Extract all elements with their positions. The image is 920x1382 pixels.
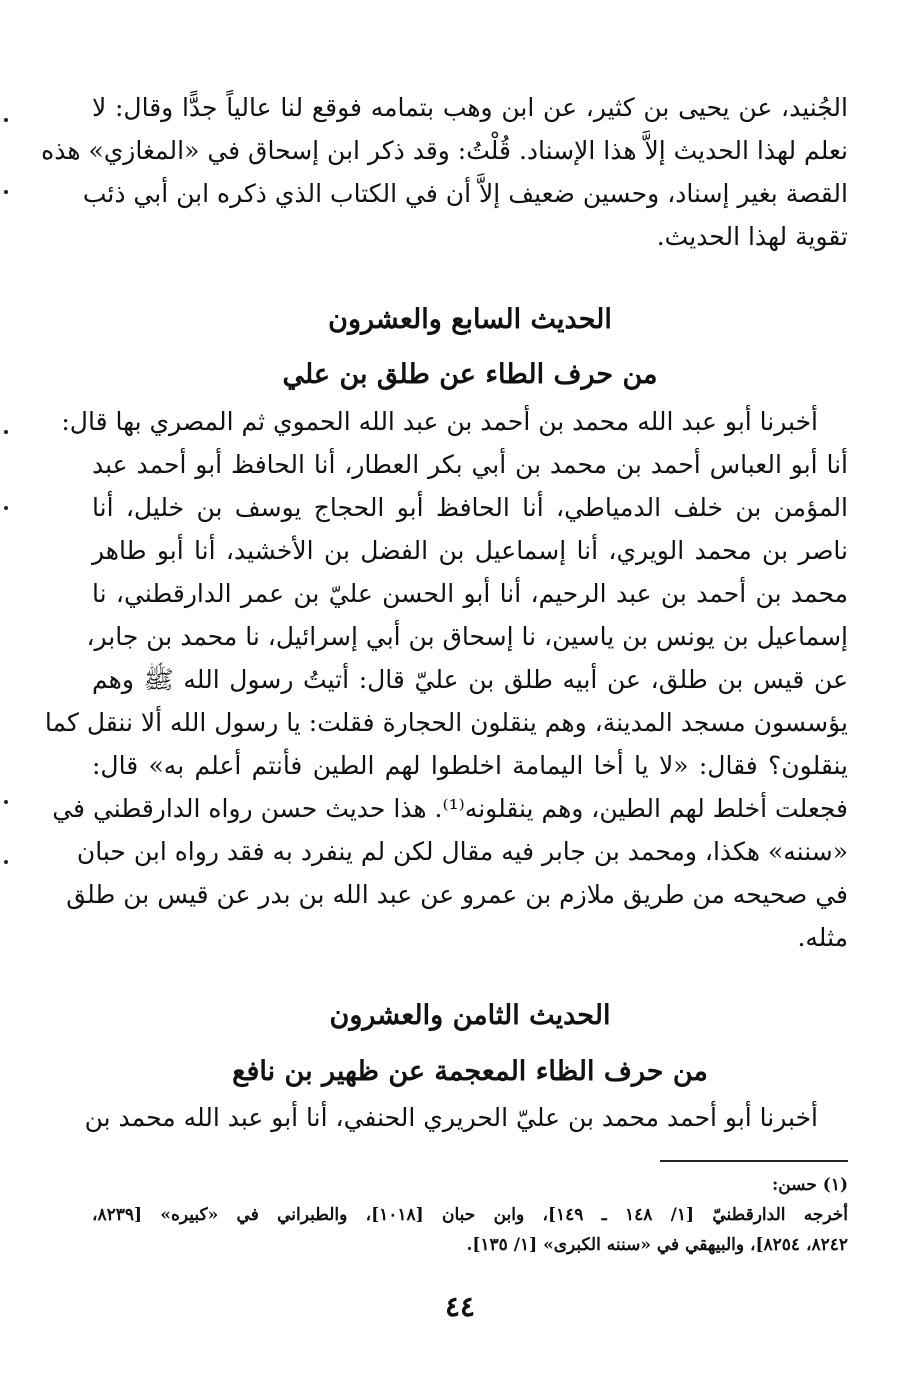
margin-mark (4, 800, 8, 804)
paragraph-line: أخبرنا أبو عبد الله محمد بن أحمد بن عبد الله الحموي ثم المصري بها قال: (61, 407, 818, 436)
hadith-27-text (44, 400, 848, 959)
footnote-line: ٨٢٤٢، ٨٢٥٤]، والبيهقي في «سننه الكبرى» [١/ ١٣٥]. (466, 1235, 848, 1255)
footnote-line: أخرجه الدارقطنيّ [١/ ١٤٨ ـ ١٤٩]، وابن حبان [١٠١٨]، والطبراني في «كبيره» [٨٢٣٩، (92, 1205, 848, 1225)
hadith-27-subtitle: من حرف الطاء عن طلق بن علي (282, 359, 658, 390)
hadith-27-title: الحديث السابع والعشرون (328, 304, 612, 335)
paragraph-line: «سننه» هكذا، ومحمد بن جابر فيه مقال لكن لم ينفرد به فقد رواه ابن حبان (76, 837, 848, 866)
paragraph-line: إسماعيل بن يونس بن ياسين، نا إسحاق بن أبي إسرائيل، نا محمد بن جابر، (86, 622, 848, 651)
paragraph-line: أنا أبو العباس أحمد بن محمد بن أبي بكر العطار، أنا الحافظ أبو أحمد عبد (92, 450, 848, 479)
margin-mark (4, 190, 8, 194)
footnote (92, 1170, 848, 1260)
paragraph-line: تقوية لهذا الحديث. (656, 222, 848, 251)
hadith-28-title: الحديث الثامن والعشرون (329, 1000, 611, 1031)
footnote-divider (660, 1160, 848, 1162)
paragraph-line: عن قيس بن طلق، عن أبيه طلق بن عليّ قال: أتيتُ رسول الله ﷺ وهم (92, 665, 848, 694)
paragraph-line: مثله. (797, 923, 848, 952)
paragraph-line: أخبرنا أبو أحمد محمد بن عليّ الحريري الحنفي، أنا أبو عبد الله محمد بن (84, 1103, 818, 1132)
paragraph-line: في صحيحه من طريق ملازم بن عمرو عن عبد الله بن بدر عن قيس بن طلق (66, 880, 848, 909)
paragraph-line: يؤسسون مسجد المدينة، وهم ينقلون الحجارة فقلت: يا رسول الله ألا ننقل كما (44, 708, 848, 737)
paragraph-line: الجُنيد، عن يحيى بن كثير، عن ابن وهب بتمامه فوقع لنا عالياً جدًّا وقال: لا (92, 93, 848, 122)
margin-mark (4, 506, 8, 510)
paragraph-line: نعلم لهذا الحديث إلاَّ هذا الإسناد. قُلْتُ: وقد ذكر ابن إسحاق في «المغازي» هذه (41, 136, 848, 165)
margin-mark (4, 118, 8, 122)
paragraph-line: ينقلون؟ فقال: «لا يا أخا اليمامة اخلطوا لهم الطين فأنتم أعلم به» قال: (92, 751, 848, 780)
paragraph-line: فجعلت أخلط لهم الطين، وهم ينقلونه⁽¹⁾. هذا حديث حسن رواه الدارقطني في (52, 794, 848, 823)
paragraph-line: المؤمن بن خلف الدمياطي، أنا الحافظ أبو الحجاج يوسف بن خليل، أنا (92, 493, 848, 522)
paragraph-line: القصة بغير إسناد، وحسين ضعيف إلاَّ أن في الكتاب الذي ذكره ابن أبي ذئب (82, 179, 848, 208)
margin-mark (4, 860, 8, 864)
hadith-28-subtitle: من حرف الظاء المعجمة عن ظهير بن نافع (232, 1056, 708, 1087)
hadith-28-text (84, 1096, 848, 1139)
footnote-line: (١) حسن: (771, 1175, 848, 1195)
paragraph-line: محمد بن أحمد بن عبد الرحيم، أنا أبو الحسن عليّ بن عمر الدارقطني، نا (92, 579, 848, 608)
intro-paragraph (41, 86, 848, 258)
paragraph-line: ناصر بن محمد الويري، أنا إسماعيل بن الفضل بن الأخشيد، أنا أبو طاهر (92, 536, 848, 565)
margin-mark (4, 430, 8, 434)
page-number: ٤٤ (444, 1290, 476, 1323)
